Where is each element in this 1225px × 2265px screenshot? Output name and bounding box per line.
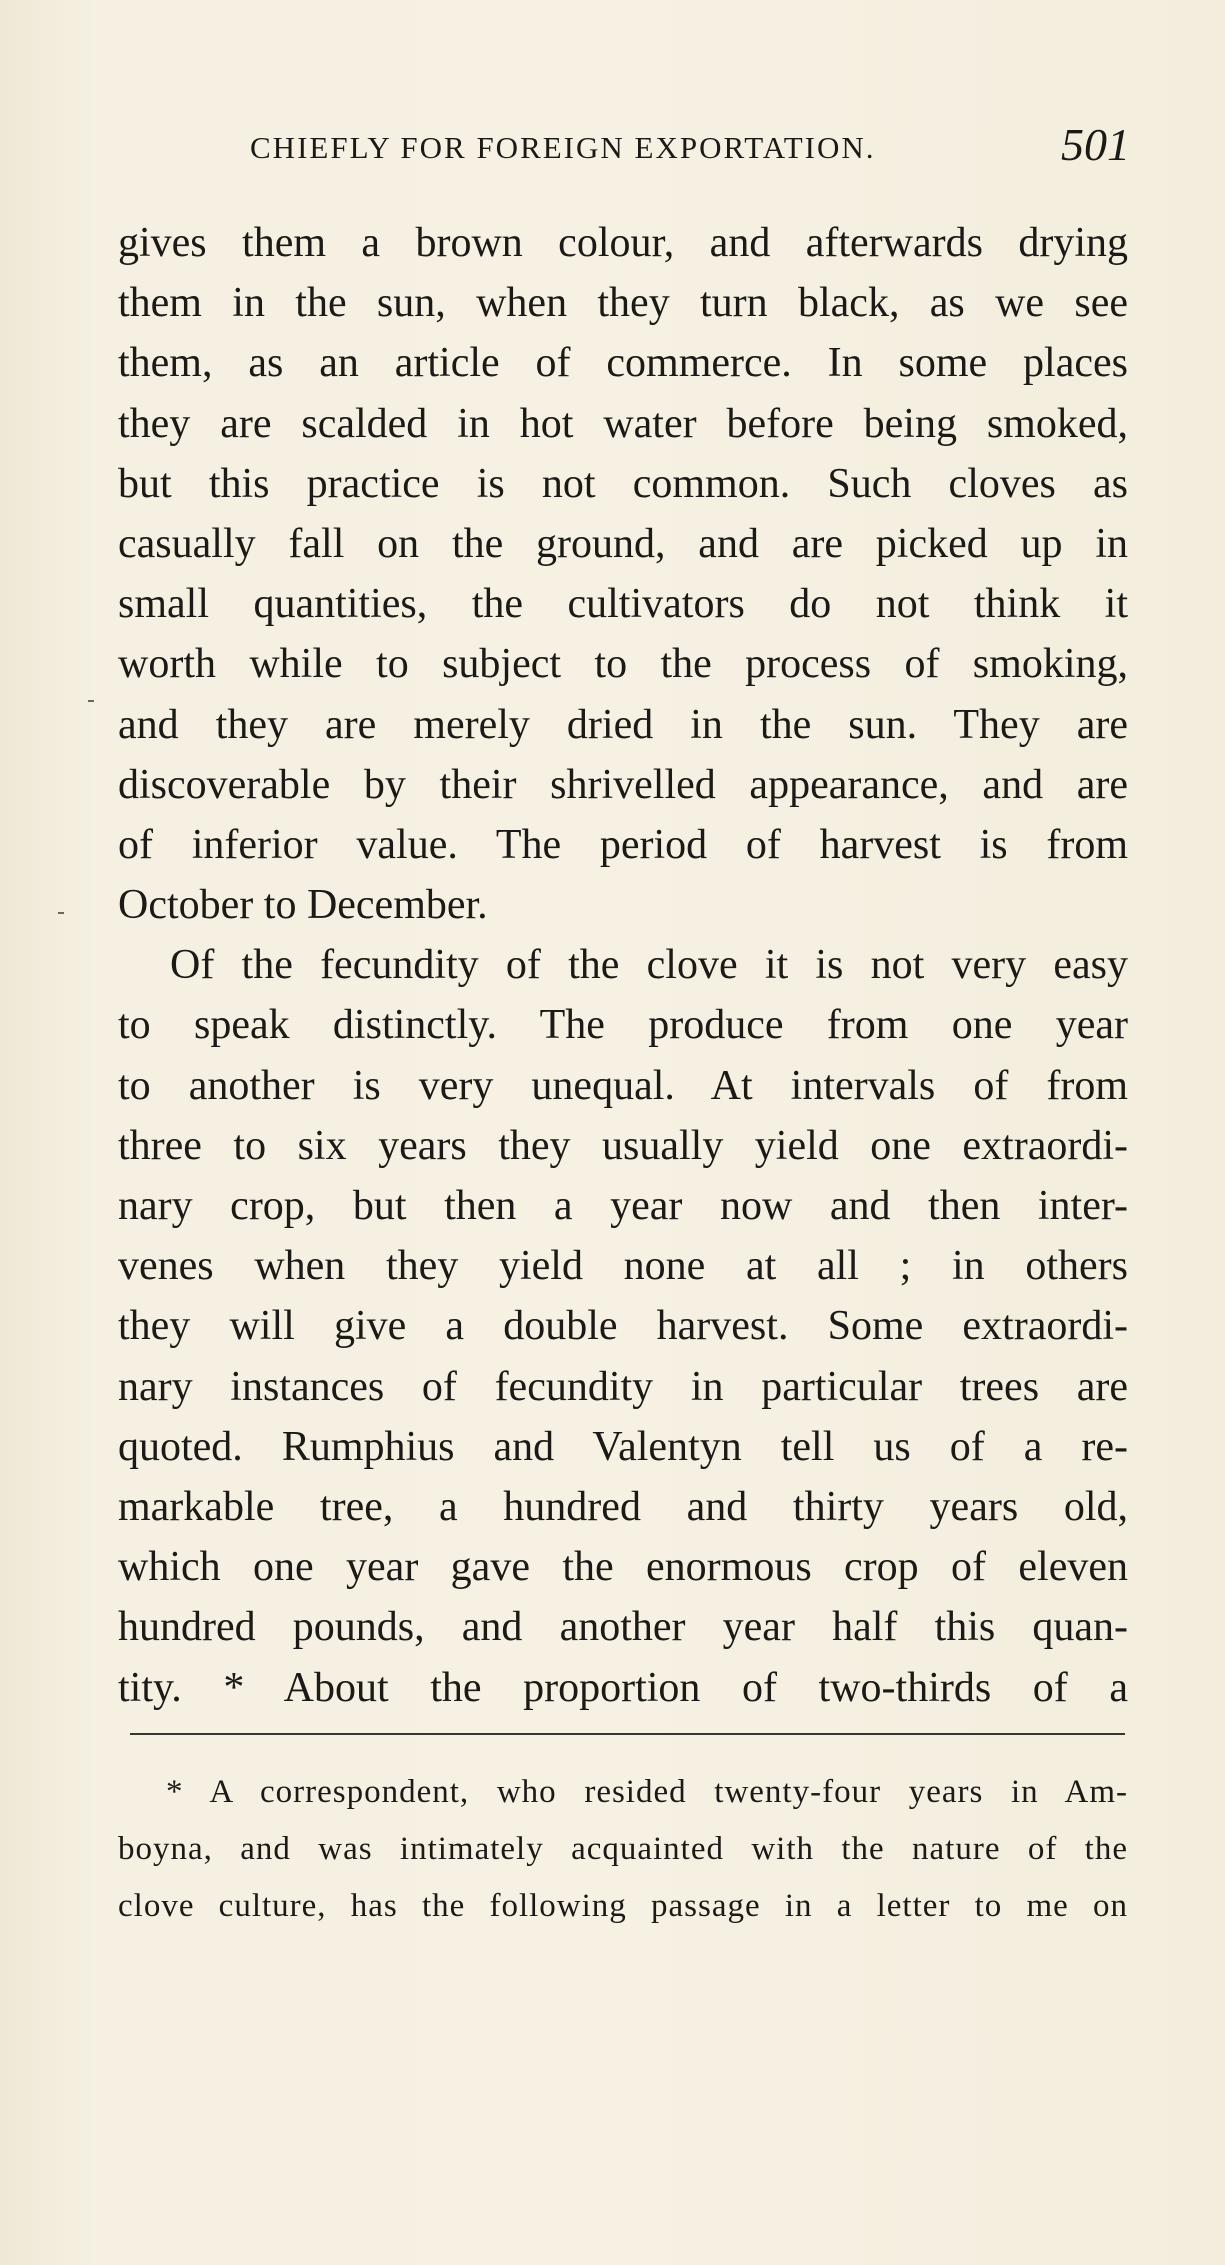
text-line: them in the sun, when they turn black, as we see (118, 280, 1128, 327)
footnote-line: * A correspondent, who resided twenty-four years in Am- (166, 1774, 1128, 1810)
text-line: worth while to subject to the process of smoking, (118, 641, 1128, 688)
text-line: gives them a brown colour, and afterwards drying (118, 220, 1128, 266)
paragraph-start-line: Of the fecundity of the clove it is not very easy (170, 942, 1128, 989)
text-line: hundred pounds, and another year half this quan- (118, 1604, 1128, 1651)
text-line: venes when they yield none at all ; in others (118, 1243, 1128, 1290)
text-line: which one year gave the enormous crop of eleven (118, 1544, 1128, 1591)
text-line: they will give a double harvest. Some extraordi- (118, 1303, 1128, 1350)
text-line: discoverable by their shrivelled appearance, and are (118, 761, 1128, 808)
text-line: nary crop, but then a year now and then inter- (118, 1183, 1128, 1229)
text-line: and they are merely dried in the sun. They are (118, 701, 1128, 748)
text-line: they are scalded in hot water before being smoked, (118, 400, 1128, 447)
footnote-line: clove culture, has the following passage in a letter to me on (118, 1888, 1128, 1924)
main-text (118, 213, 1128, 1718)
text-line: them, as an article of commerce. In some places (118, 340, 1128, 387)
footnote-line: boyna, and was intimately acquainted with the nature of the (118, 1831, 1128, 1867)
running-head: CHIEFLY FOR FOREIGN EXPORTATION. (250, 130, 876, 165)
text-line: of inferior value. The period of harvest is from (118, 821, 1128, 868)
page-number: 501 (1061, 119, 1130, 170)
text-line: but this practice is not common. Such cloves as (118, 460, 1128, 507)
margin-speck (58, 912, 64, 914)
margin-speck (88, 700, 94, 702)
text-line: markable tree, a hundred and thirty years old, (118, 1483, 1128, 1530)
footnote (118, 1764, 1128, 1935)
text-line: tity. * About the proportion of two-thirds of a (118, 1664, 1128, 1711)
text-line: October to December. (118, 882, 488, 929)
text-line: quoted. Rumphius and Valentyn tell us of a re- (118, 1423, 1128, 1470)
text-line: to speak distinctly. The produce from one year (118, 1002, 1128, 1049)
text-line: to another is very unequal. At intervals of from (118, 1062, 1128, 1109)
text-line: nary instances of fecundity in particular trees are (118, 1363, 1128, 1410)
page-header (250, 118, 1130, 178)
text-line: small quantities, the cultivators do not think it (118, 581, 1128, 628)
footnote-rule (130, 1733, 1125, 1735)
text-line: three to six years they usually yield one extraordi- (118, 1122, 1128, 1169)
text-line: casually fall on the ground, and are picked up in (118, 520, 1128, 567)
